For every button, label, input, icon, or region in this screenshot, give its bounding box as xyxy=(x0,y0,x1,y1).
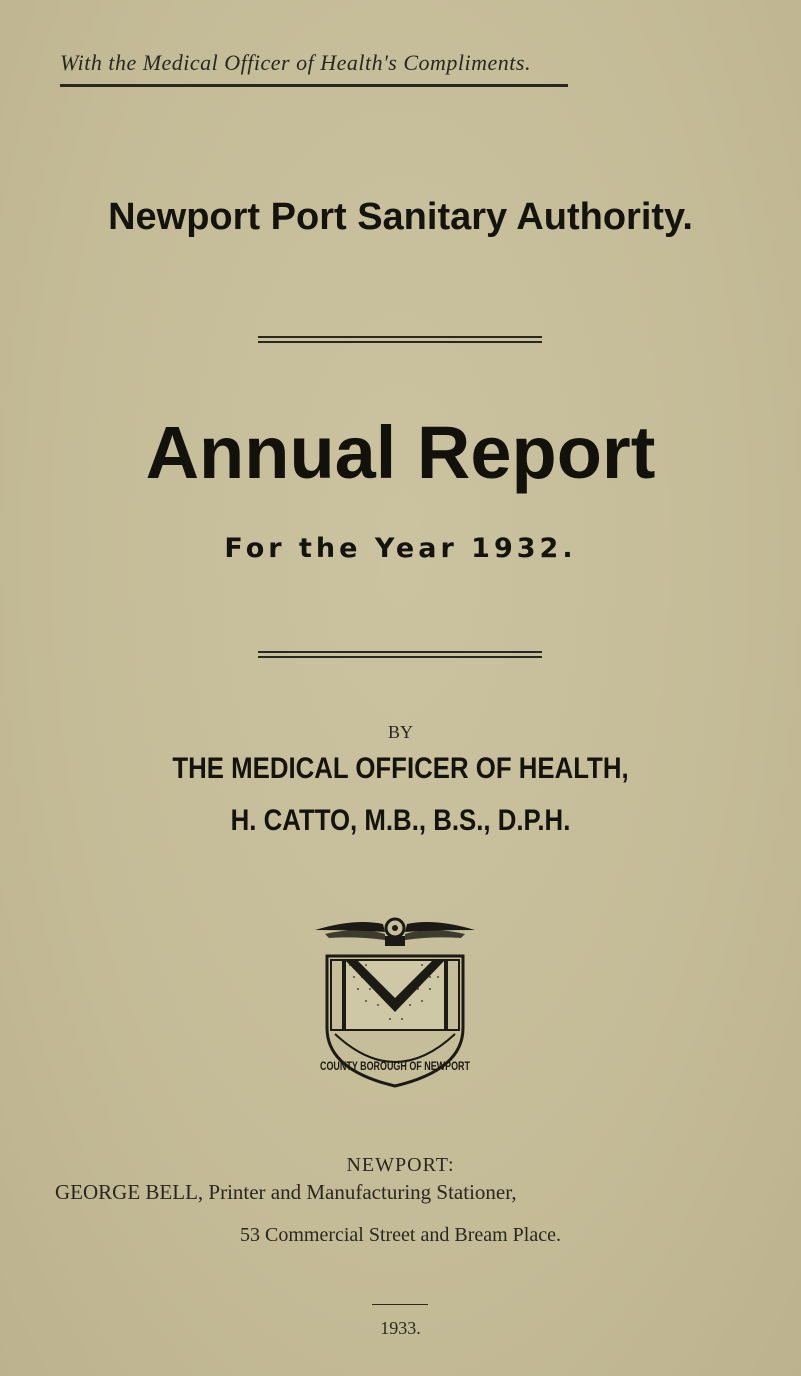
seal-legend: COUNTY BOROUGH OF NEWPORT xyxy=(320,1059,471,1073)
report-title: Annual Report xyxy=(145,411,656,494)
imprint-address: 53 Commercial Street and Bream Place. xyxy=(239,1224,561,1246)
report-period: For the Year 1932. xyxy=(224,533,577,564)
divider-rule-top xyxy=(258,336,542,343)
authority-title: Newport Port Sanitary Authority. xyxy=(108,196,693,238)
compliments-underline xyxy=(60,84,568,87)
imprint-printer: GEORGE BELL, Printer and Manufacturing Stationer, xyxy=(55,1180,517,1204)
by-label: BY xyxy=(387,722,413,742)
author-name: H. CATTO, M.B., B.S., D.P.H. xyxy=(230,804,571,837)
imprint-place: NEWPORT: xyxy=(346,1154,455,1176)
winged-crest-icon xyxy=(315,919,475,946)
compliments-line: With the Medical Officer of Health's Compliments. xyxy=(60,50,531,75)
borough-seal-icon xyxy=(305,900,485,1100)
author-office: THE MEDICAL OFFICER OF HEALTH, xyxy=(172,752,629,785)
imprint-year: 1933. xyxy=(380,1318,421,1338)
divider-rule-bottom xyxy=(258,651,542,658)
imprint-rule xyxy=(372,1304,428,1305)
